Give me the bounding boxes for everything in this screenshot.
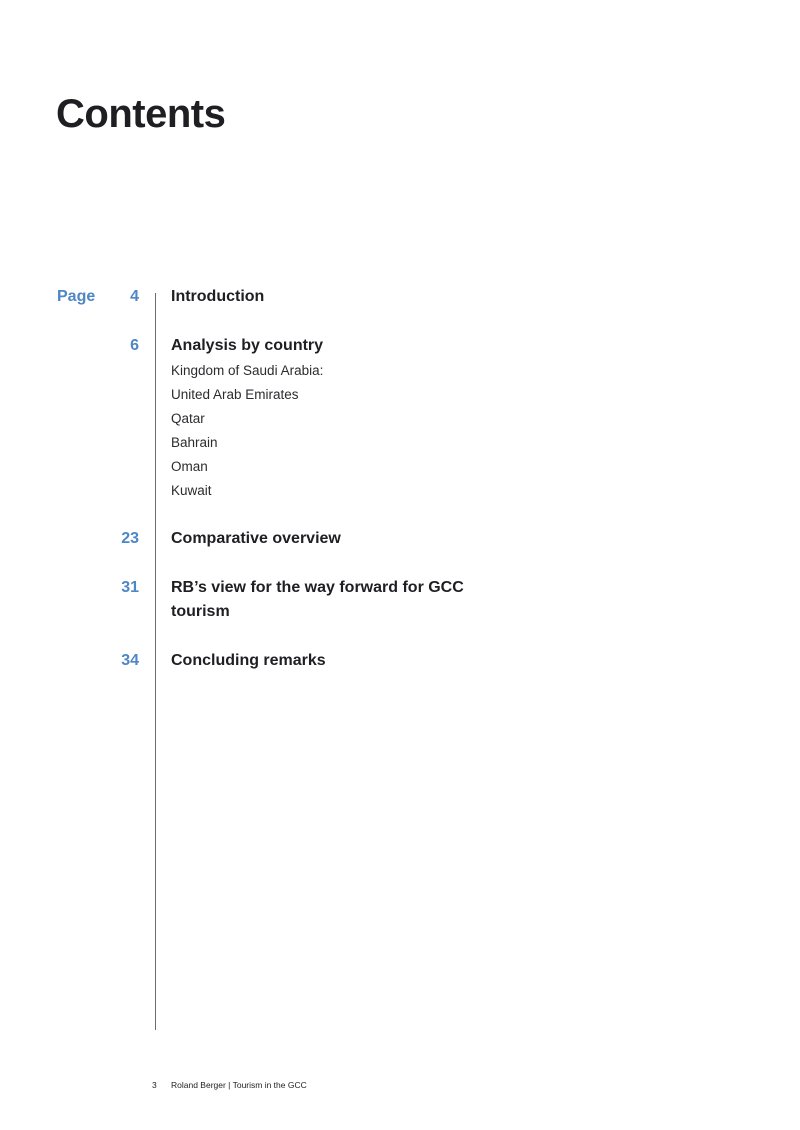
page-title: Contents	[56, 92, 226, 136]
toc-entry-rb-view[interactable]: RB’s view for the way forward for GCC tourism	[171, 579, 464, 620]
toc-page-number-introduction: 4	[130, 288, 139, 305]
toc-entry-analysis-by-country[interactable]: Analysis by country	[171, 337, 324, 354]
toc-page-number-rb-view: 31	[121, 579, 139, 596]
toc-subitem-saudi-arabia[interactable]: Kingdom of Saudi Arabia:	[171, 363, 324, 378]
toc-entry-introduction[interactable]: Introduction	[171, 288, 265, 305]
toc-entry-concluding-remarks[interactable]: Concluding remarks	[171, 652, 326, 669]
toc-divider-line	[155, 293, 156, 1030]
toc-subitem-oman[interactable]: Oman	[171, 459, 208, 474]
footer-page-number: 3	[152, 1080, 157, 1090]
toc-subitem-uae[interactable]: United Arab Emirates	[171, 387, 299, 402]
toc-subitem-bahrain[interactable]: Bahrain	[171, 435, 218, 450]
toc-entry-comparative-overview[interactable]: Comparative overview	[171, 530, 341, 547]
page-column-label: Page	[57, 288, 96, 305]
toc-page-number-comparative: 23	[121, 530, 139, 547]
toc-page-number-analysis: 6	[130, 337, 139, 354]
toc-page-number-concluding: 34	[121, 652, 139, 669]
toc-subitem-qatar[interactable]: Qatar	[171, 411, 205, 426]
toc-subitem-kuwait[interactable]: Kuwait	[171, 483, 212, 498]
footer-text: Roland Berger | Tourism in the GCC	[171, 1080, 307, 1090]
